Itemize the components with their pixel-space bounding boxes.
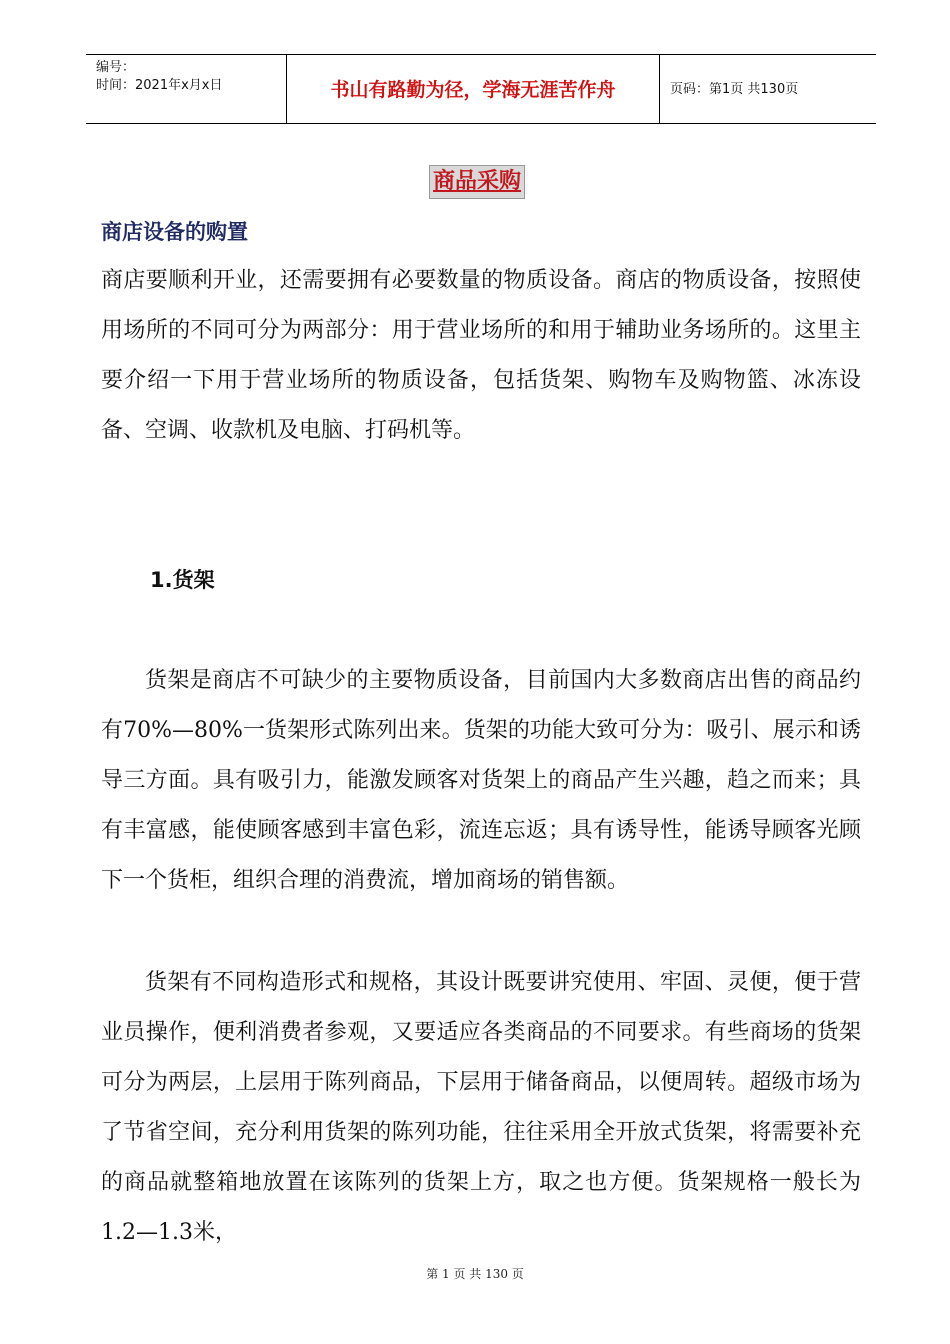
header-table [86,54,876,124]
header-page-info: 页码：第1页 共130页 [670,82,799,97]
intro-paragraph: 商店要顺利开业，还需要拥有必要数量的物质设备。商店的物质设备，按照使用场所的不同可分为两部分：用于营业场所的和用于辅助业务场所的。这里主要介绍一下用于营业场所的物质设备，包括货架、购物车及购物篮、冰冻设备、空调、收款机及电脑、打码机等。 [101,268,861,443]
document-time-label: 时间：2021年x月x日 [96,78,223,93]
subheading-shelves: 1.货架 [150,568,215,592]
header-motto: 书山有路勤为径，学海无涯苦作舟 [287,55,660,123]
section-heading: 商店设备的购置 [101,220,248,244]
paragraph-shelf-structure: 货架有不同构造形式和规格，其设计既要讲究使用、牢固、灵便，便于营业员操作，便利消费者参观，又要适应各类商品的不同要求。有些商场的货架可分为两层，上层用于陈列商品，下层用于储备商品，以便周转。超级市场为了节省空间，充分利用货架的陈列功能，往往采用全开放式货架，将需要补充的商品就整箱地放置在该陈列的货架上方，取之也方便。货架规格一般长为1.2—1.3米， [101,970,861,1245]
page-footer: 第 1 页 共 130 页 [426,1267,524,1281]
document-number-label: 编号： [96,60,136,75]
header-meta-cell [86,55,287,123]
document-title: 商品采购 [429,165,525,199]
paragraph-shelf-function: 货架是商店不可缺少的主要物质设备，目前国内大多数商店出售的商品约有70%—80%一货架形式陈列出来。货架的功能大致可分为：吸引、展示和诱导三方面。具有吸引力，能激发顾客对货架上的商品产生兴趣，趋之而来；具有丰富感，能使顾客感到丰富色彩，流连忘返；具有诱导性，能诱导顾客光顾下一个货柜，组织合理的消费流，增加商场的销售额。 [101,668,861,893]
